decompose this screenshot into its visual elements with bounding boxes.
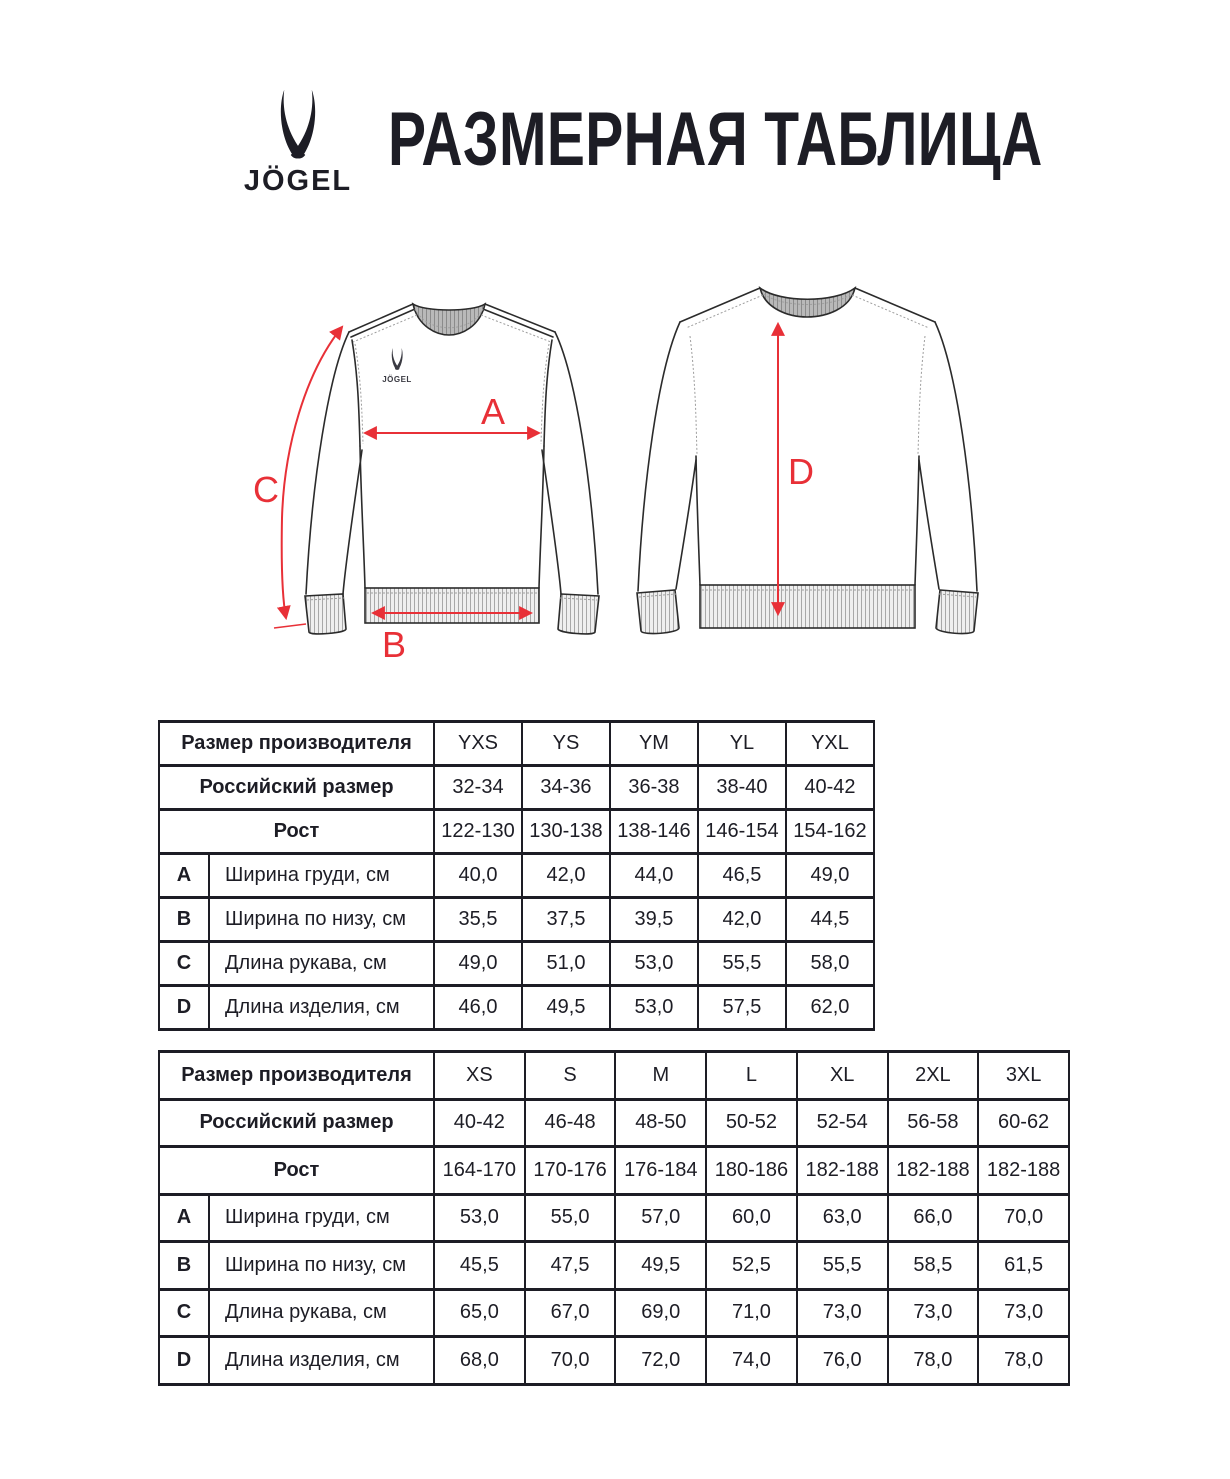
value-cell: 78,0 [888, 1337, 979, 1385]
row-description-cell: Длина рукава, см [209, 1289, 434, 1337]
value-cell: 53,0 [434, 1194, 525, 1242]
dimension-c-label: C [253, 469, 279, 510]
value-cell: YXL [786, 722, 874, 766]
value-cell: L [706, 1052, 797, 1100]
page-title: РАЗМЕРНАЯ ТАБЛИЦА [388, 97, 1043, 182]
measure-row [159, 942, 874, 986]
value-cell: 180-186 [706, 1147, 797, 1195]
value-cell: 170-176 [525, 1147, 616, 1195]
value-cell: 60-62 [978, 1099, 1069, 1147]
value-cell: 57,5 [698, 986, 786, 1030]
value-cell: YXS [434, 722, 522, 766]
measure-row [159, 898, 874, 942]
value-cell: 40-42 [786, 766, 874, 810]
row-key-cell: C [159, 942, 209, 986]
value-cell: 65,0 [434, 1289, 525, 1337]
row-description-cell: Длина изделия, см [209, 1337, 434, 1385]
value-cell: 138-146 [610, 810, 698, 854]
value-cell: 72,0 [615, 1337, 706, 1385]
brand-wordmark: JÖGEL [243, 165, 353, 197]
value-cell: 69,0 [615, 1289, 706, 1337]
row-label-cell: Рост [159, 810, 434, 854]
measure-row [159, 1337, 1069, 1385]
value-cell: 39,5 [610, 898, 698, 942]
value-cell: 67,0 [525, 1289, 616, 1337]
value-cell: 60,0 [706, 1194, 797, 1242]
value-cell: 53,0 [610, 942, 698, 986]
back-seam-stitches [639, 294, 976, 597]
value-cell: 52-54 [797, 1099, 888, 1147]
front-seam-stitches [307, 309, 597, 600]
value-cell: 76,0 [797, 1337, 888, 1385]
value-cell: 49,0 [786, 854, 874, 898]
measure-row [159, 854, 874, 898]
value-cell: 40,0 [434, 854, 522, 898]
row-key-cell: A [159, 1194, 209, 1242]
value-cell: 58,0 [786, 942, 874, 986]
value-cell: 74,0 [706, 1337, 797, 1385]
row-key-cell: D [159, 1337, 209, 1385]
value-cell: YS [522, 722, 610, 766]
brand-logo [238, 88, 358, 196]
value-cell: XS [434, 1052, 525, 1100]
value-cell: 40-42 [434, 1099, 525, 1147]
value-cell: 49,5 [615, 1242, 706, 1290]
value-cell: 3XL [978, 1052, 1069, 1100]
jogel-v-mark-icon [269, 88, 327, 164]
row-description-cell: Длина рукава, см [209, 942, 434, 986]
value-cell: 164-170 [434, 1147, 525, 1195]
row-key-cell: B [159, 1242, 209, 1290]
header-row [159, 1052, 1069, 1100]
front-outline [305, 304, 599, 634]
row-label-cell: Рост [159, 1147, 434, 1195]
value-cell: 70,0 [525, 1337, 616, 1385]
row-key-cell: D [159, 986, 209, 1030]
row-label-cell: Размер производителя [159, 1052, 434, 1100]
value-cell: 70,0 [978, 1194, 1069, 1242]
value-cell: 73,0 [978, 1289, 1069, 1337]
value-cell: 37,5 [522, 898, 610, 942]
dimension-d-label: D [788, 451, 814, 492]
row-key-cell: B [159, 898, 209, 942]
value-cell: 176-184 [615, 1147, 706, 1195]
value-cell: 36-38 [610, 766, 698, 810]
value-cell: 49,0 [434, 942, 522, 986]
value-cell: 32-34 [434, 766, 522, 810]
value-cell: 71,0 [706, 1289, 797, 1337]
row-key-cell: C [159, 1289, 209, 1337]
value-cell: YM [610, 722, 698, 766]
value-cell: 55,0 [525, 1194, 616, 1242]
value-cell: 51,0 [522, 942, 610, 986]
value-cell: 42,0 [698, 898, 786, 942]
value-cell: 182-188 [978, 1147, 1069, 1195]
value-cell: 46,0 [434, 986, 522, 1030]
value-cell: 58,5 [888, 1242, 979, 1290]
value-cell: 48-50 [615, 1099, 706, 1147]
dimension-c-arrow [282, 327, 342, 618]
value-cell: 47,5 [525, 1242, 616, 1290]
size-table-youth [158, 720, 875, 1031]
value-cell: 182-188 [888, 1147, 979, 1195]
value-cell: 122-130 [434, 810, 522, 854]
measure-row [159, 1289, 1069, 1337]
value-cell: 73,0 [888, 1289, 979, 1337]
value-cell: 50-52 [706, 1099, 797, 1147]
value-cell: 53,0 [610, 986, 698, 1030]
value-cell: 35,5 [434, 898, 522, 942]
row-description-cell: Ширина груди, см [209, 1194, 434, 1242]
value-cell: 52,5 [706, 1242, 797, 1290]
value-cell: 62,0 [786, 986, 874, 1030]
sweatshirt-back-diagram [620, 278, 995, 673]
measure-row [159, 1242, 1069, 1290]
dimension-b-label: B [381, 624, 407, 665]
value-cell: 38-40 [698, 766, 786, 810]
chest-logo-wordmark: JÖGEL [382, 375, 412, 384]
header-row [159, 1147, 1069, 1195]
value-cell: 46-48 [525, 1099, 616, 1147]
value-cell: 42,0 [522, 854, 610, 898]
dimension-c-tick [274, 624, 306, 628]
value-cell: 44,5 [786, 898, 874, 942]
value-cell: YL [698, 722, 786, 766]
row-key-cell: A [159, 854, 209, 898]
size-table-adult [158, 1050, 1070, 1386]
value-cell: 49,5 [522, 986, 610, 1030]
dimension-a-label: A [480, 391, 506, 432]
value-cell: XL [797, 1052, 888, 1100]
row-label-cell: Размер производителя [159, 722, 434, 766]
header-row [159, 766, 874, 810]
row-description-cell: Ширина по низу, см [209, 1242, 434, 1290]
value-cell: 46,5 [698, 854, 786, 898]
measure-row [159, 1194, 1069, 1242]
value-cell: 55,5 [698, 942, 786, 986]
row-description-cell: Ширина по низу, см [209, 898, 434, 942]
value-cell: 34-36 [522, 766, 610, 810]
header-row [159, 722, 874, 766]
value-cell: 146-154 [698, 810, 786, 854]
value-cell: 2XL [888, 1052, 979, 1100]
value-cell: 130-138 [522, 810, 610, 854]
value-cell: 78,0 [978, 1337, 1069, 1385]
value-cell: 154-162 [786, 810, 874, 854]
value-cell: S [525, 1052, 616, 1100]
value-cell: 63,0 [797, 1194, 888, 1242]
value-cell: 57,0 [615, 1194, 706, 1242]
value-cell: 55,5 [797, 1242, 888, 1290]
value-cell: 45,5 [434, 1242, 525, 1290]
value-cell: M [615, 1052, 706, 1100]
value-cell: 66,0 [888, 1194, 979, 1242]
row-label-cell: Российский размер [159, 1099, 434, 1147]
row-description-cell: Длина изделия, см [209, 986, 434, 1030]
row-description-cell: Ширина груди, см [209, 854, 434, 898]
chest-logo [382, 348, 412, 384]
header-row [159, 810, 874, 854]
value-cell: 73,0 [797, 1289, 888, 1337]
value-cell: 182-188 [797, 1147, 888, 1195]
value-cell: 61,5 [978, 1242, 1069, 1290]
value-cell: 44,0 [610, 854, 698, 898]
row-label-cell: Российский размер [159, 766, 434, 810]
value-cell: 56-58 [888, 1099, 979, 1147]
header-row [159, 1099, 1069, 1147]
measure-row [159, 986, 874, 1030]
value-cell: 68,0 [434, 1337, 525, 1385]
sweatshirt-front-diagram [245, 278, 630, 678]
